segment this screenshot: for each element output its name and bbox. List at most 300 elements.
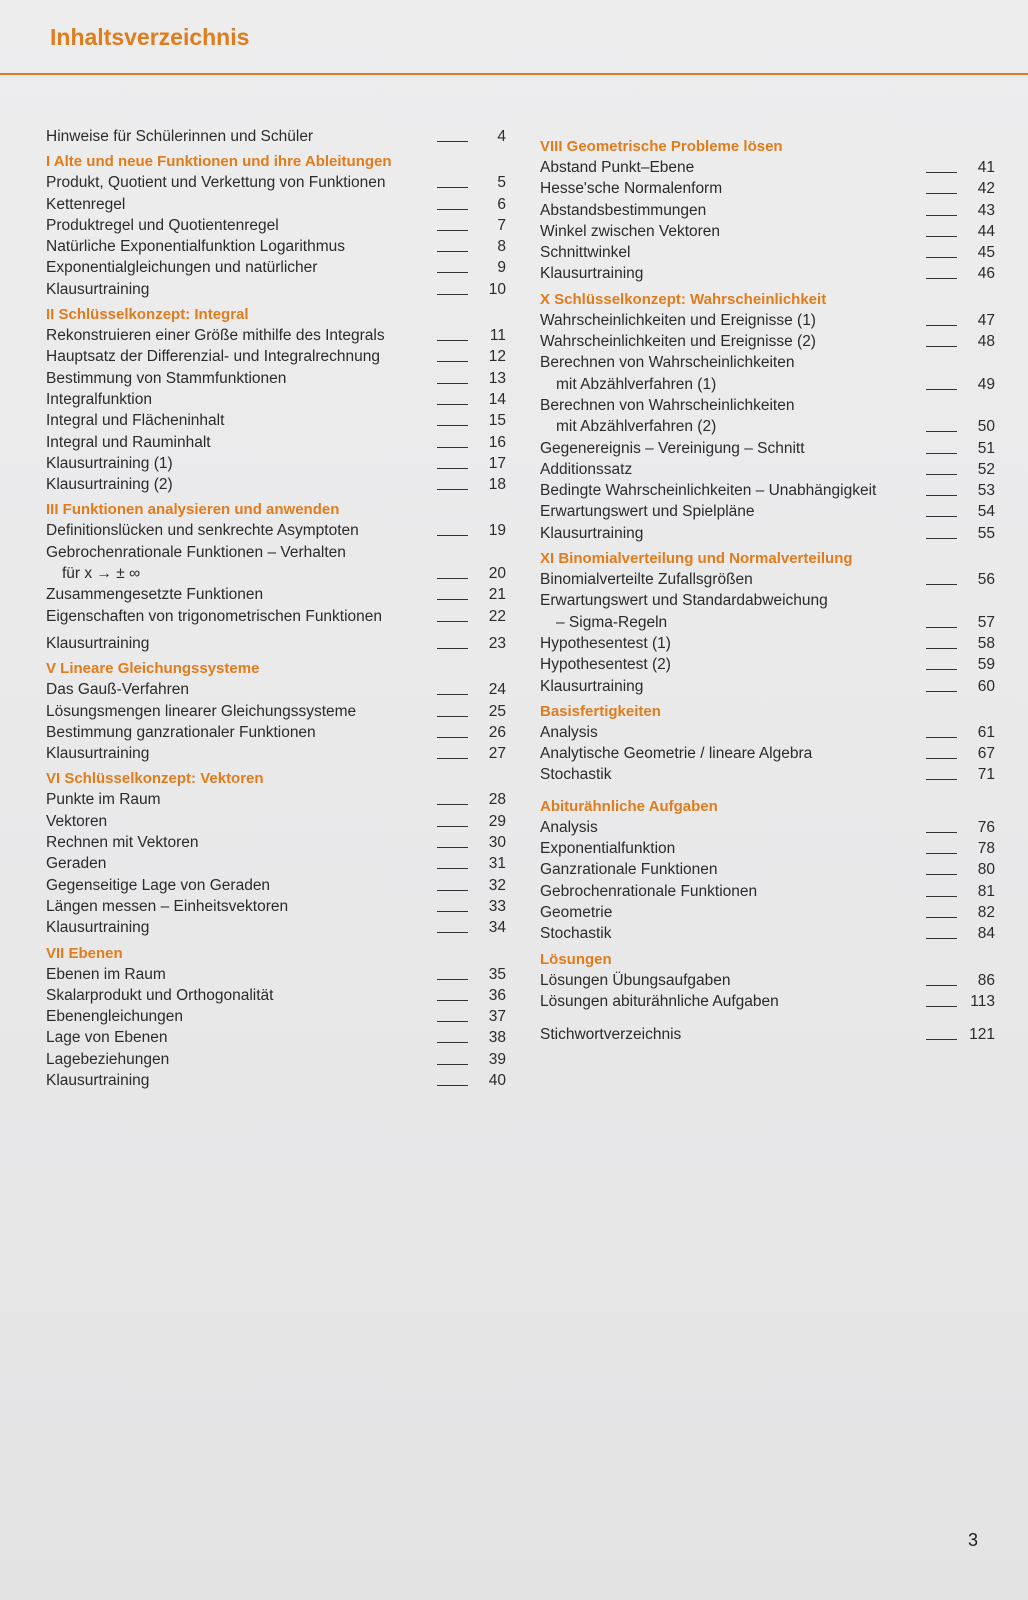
toc-entry[interactable] (540, 263, 995, 284)
leader-line (437, 535, 468, 536)
toc-entry-page: 45 (977, 244, 995, 262)
toc-entry-page: 57 (977, 613, 995, 631)
toc-entry-title: Binomialverteilte Zufallsgrößen (540, 571, 753, 589)
leader-line (926, 172, 957, 173)
leader-line (437, 1064, 468, 1065)
toc-entry-page: 8 (497, 238, 506, 256)
toc-entry[interactable] (46, 126, 506, 147)
toc-entry-page: 18 (488, 476, 506, 494)
toc-entry-title: Das Gauß-Verfahren (46, 681, 190, 699)
leader-line (437, 694, 468, 695)
toc-entry[interactable] (540, 459, 995, 480)
toc-entry[interactable] (540, 310, 995, 331)
toc-entry-page: 25 (488, 702, 506, 720)
leader-line (926, 737, 957, 738)
leader-line (926, 832, 957, 833)
toc-entry-title: Abstand Punkt–Ebene (540, 159, 695, 176)
toc-entry[interactable] (46, 701, 506, 722)
toc-entry[interactable] (46, 520, 506, 541)
leader-line (926, 917, 957, 918)
leader-line (926, 389, 957, 390)
toc-entry-title: Gebrochenrationale Funktionen (540, 882, 758, 900)
toc-entry-page: 4 (497, 128, 506, 145)
toc-entry[interactable] (540, 569, 995, 590)
toc-entry[interactable] (46, 236, 506, 257)
toc-entry-title: Hinweise für Schülerinnen und Schüler (46, 128, 314, 145)
toc-entry-page: 121 (969, 1026, 995, 1044)
toc-entry[interactable] (540, 881, 995, 902)
toc-entry-page: 55 (977, 524, 995, 542)
toc-entry-title: Eigenschaften von trigonometrischen Funktionen (46, 607, 383, 625)
toc-entry-page: 23 (488, 634, 506, 652)
toc-entry-page: 36 (488, 986, 506, 1004)
section-heading: III Funktionen analysieren und anwenden (46, 501, 340, 519)
toc-entry-title: Ebenengleichungen (46, 1008, 184, 1026)
toc-entry[interactable] (46, 474, 506, 495)
toc-entry-page: 13 (488, 369, 506, 387)
toc-entry-page: 37 (488, 1008, 506, 1026)
toc-entry[interactable] (46, 279, 506, 300)
toc-entry-title: mit Abzählverfahren (1) (556, 375, 717, 393)
section-heading: II Schlüsselkonzept: Integral (46, 306, 249, 324)
toc-entry-title: Geraden (46, 855, 107, 873)
toc-entry-title: Lösungsmengen linearer Gleichungssysteme (46, 702, 357, 720)
toc-entry-title: Analytische Geometrie / lineare Algebra (540, 745, 813, 763)
toc-entry[interactable] (540, 676, 995, 697)
toc-entry[interactable] (540, 523, 995, 544)
toc-entry-title: Winkel zwischen Vektoren (540, 222, 721, 240)
toc-entry-title: Hesse'sche Normalenform (540, 180, 723, 198)
toc-entry-title: Definitionslücken und senkrechte Asymptoten (46, 522, 359, 540)
leader-line (437, 932, 468, 933)
toc-entry[interactable] (46, 432, 506, 453)
leader-line (437, 979, 468, 980)
toc-entry[interactable] (46, 172, 506, 193)
toc-entry[interactable] (46, 917, 506, 938)
toc-entry[interactable] (46, 542, 506, 563)
leader-line (926, 938, 957, 939)
toc-entry[interactable] (540, 1024, 995, 1045)
toc-entry-title: Klausurtraining (46, 919, 150, 937)
toc-entry-page: 29 (488, 812, 506, 830)
toc-entry-page: 71 (977, 766, 995, 784)
toc-entry-page: 27 (488, 745, 506, 763)
toc-entry[interactable] (46, 679, 506, 700)
toc-entry-page: 20 (488, 565, 506, 583)
toc-entry-page: 78 (977, 840, 995, 858)
toc-entry[interactable] (46, 964, 506, 985)
toc-entry-page: 41 (977, 159, 995, 176)
toc-entry[interactable] (540, 633, 995, 654)
leader-line (926, 495, 957, 496)
toc-entry-page: 49 (977, 375, 995, 393)
toc-entry-title: Klausurtraining (540, 265, 644, 283)
toc-entry[interactable] (540, 416, 995, 437)
toc-entry[interactable] (540, 902, 995, 923)
section-heading: I Alte und neue Funktionen und ihre Ableitungen (46, 153, 392, 171)
leader-line (926, 538, 957, 539)
toc-entry-title: Längen messen – Einheitsvektoren (46, 897, 289, 915)
leader-line (437, 209, 468, 210)
toc-entry[interactable] (540, 590, 995, 611)
toc-entry[interactable] (46, 410, 506, 431)
toc-entry-title: Hypothesentest (2) (540, 656, 671, 674)
toc-entry-page: 80 (977, 861, 995, 879)
toc-entry-page: 86 (977, 971, 995, 989)
leader-line (437, 890, 468, 891)
toc-entry-title: Exponentialgleichungen und natürlicher (46, 259, 318, 277)
leader-line (437, 294, 468, 295)
toc-entry-title: Vektoren (46, 812, 108, 830)
toc-entry-title: Additionssatz (540, 460, 633, 478)
toc-entry[interactable] (46, 985, 506, 1006)
toc-entry-title: Klausurtraining (46, 634, 150, 652)
toc-entry-title: Klausurtraining (540, 524, 644, 542)
toc-entry-title: Erwartungswert und Spielpläne (540, 503, 755, 521)
toc-entry-title: Lagebeziehungen (46, 1050, 170, 1068)
toc-entry-page: 21 (488, 586, 506, 604)
toc-entry-title: Integral und Flächeninhalt (46, 412, 225, 430)
toc-entry-page: 22 (488, 607, 506, 625)
toc-entry-page: 33 (488, 897, 506, 915)
toc-entry[interactable] (540, 374, 995, 395)
toc-entry[interactable] (540, 970, 995, 991)
toc-entry-title: Bestimmung ganzrationaler Funktionen (46, 723, 316, 741)
toc-entry-title: Berechnen von Wahrscheinlichkeiten (540, 396, 795, 414)
toc-entry[interactable] (540, 838, 995, 859)
leader-line (437, 141, 468, 142)
toc-entry-page: 19 (488, 522, 506, 540)
leader-line (437, 383, 468, 384)
toc-entry-title: Lösungen abiturähnliche Aufgaben (540, 992, 779, 1010)
toc-entry-title: Ebenen im Raum (46, 965, 166, 983)
toc-entry-title: – Sigma-Regeln (556, 613, 668, 631)
leader-line (437, 1042, 468, 1043)
leader-line (926, 325, 957, 326)
toc-entry-page: 81 (977, 882, 995, 900)
toc-entry-page: 7 (497, 216, 506, 234)
toc-entry-title: Bedingte Wahrscheinlichkeiten – Unabhängigkeit (540, 482, 877, 500)
leader-line (926, 584, 957, 585)
toc-entry-title: Hypothesentest (1) (540, 634, 671, 652)
leader-line (437, 272, 468, 273)
toc-entry[interactable] (46, 896, 506, 917)
toc-entry-title: Wahrscheinlichkeiten und Ereignisse (1) (540, 311, 816, 329)
toc-entry-title: Klausurtraining (1) (46, 454, 173, 472)
toc-entry-title: Erwartungswert und Standardabweichung (540, 592, 828, 610)
leader-line (437, 404, 468, 405)
toc-entry-title: Wahrscheinlichkeiten und Ereignisse (2) (540, 333, 816, 351)
toc-entry[interactable] (46, 368, 506, 389)
toc-entry-page: 47 (977, 311, 995, 329)
toc-entry-title: Gegenseitige Lage von Geraden (46, 876, 271, 894)
toc-entry-page: 48 (977, 333, 995, 351)
page-title: Inhaltsverzeichnis (50, 24, 250, 50)
toc-entry-page: 52 (977, 460, 995, 478)
toc-entry[interactable] (540, 352, 995, 373)
toc-entry[interactable] (540, 722, 995, 743)
toc-entry-title: Berechnen von Wahrscheinlichkeiten (540, 354, 795, 372)
leader-line (926, 1039, 957, 1040)
toc-entry-title: Integral und Rauminhalt (46, 433, 211, 451)
leader-line (926, 431, 957, 432)
toc-entry[interactable] (46, 194, 506, 215)
toc-entry[interactable] (540, 200, 995, 221)
toc-entry-page: 67 (977, 745, 995, 763)
toc-entry-page: 113 (970, 992, 995, 1010)
toc-column-right (540, 132, 995, 1045)
section-heading: Abiturähnliche Aufgaben (540, 797, 718, 815)
toc-entry-page: 60 (977, 677, 995, 695)
toc-entry-page: 51 (977, 439, 995, 457)
leader-line (437, 621, 468, 622)
toc-entry[interactable] (46, 853, 506, 874)
toc-entry-page: 34 (488, 919, 506, 937)
toc-entry-page: 58 (977, 634, 995, 652)
section-heading: Lösungen (540, 950, 612, 968)
toc-entry[interactable] (46, 633, 506, 654)
toc-entry[interactable] (540, 743, 995, 764)
toc-entry-title: Klausurtraining (46, 745, 150, 763)
toc-entry-title: Natürliche Exponentialfunktion Logarithmus (46, 238, 345, 256)
toc-entry-title: für x → ± ∞ (62, 565, 141, 583)
toc-entry[interactable] (46, 453, 506, 474)
toc-entry-title: Klausurtraining (46, 1071, 150, 1089)
toc-entry-page: 50 (977, 418, 995, 436)
section-heading: X Schlüsselkonzept: Wahrscheinlichkeit (540, 290, 827, 308)
leader-line (437, 1000, 468, 1001)
toc-entry-page: 61 (977, 723, 995, 741)
leader-line (926, 648, 957, 649)
toc-entry-title: Hauptsatz der Differenzial- und Integralrechnung (46, 348, 381, 366)
toc-entry-page: 54 (977, 503, 995, 521)
leader-line (926, 874, 957, 875)
toc-entry-page: 56 (977, 571, 995, 589)
toc-entry-title: Gebrochenrationale Funktionen – Verhalten (46, 543, 346, 561)
toc-entry[interactable] (540, 654, 995, 675)
toc-entry-title: Stochastik (540, 925, 612, 943)
toc-entry[interactable] (46, 743, 506, 764)
leader-line (437, 340, 468, 341)
toc-entry-title: Exponentialfunktion (540, 840, 676, 858)
toc-entry[interactable] (540, 923, 995, 944)
toc-entry-title: Stochastik (540, 766, 612, 784)
toc-entry-title: Produktregel und Quotientenregel (46, 216, 279, 234)
leader-line (437, 468, 468, 469)
toc-entry[interactable] (540, 859, 995, 880)
toc-entry-page: 44 (977, 222, 995, 240)
leader-line (926, 257, 957, 258)
leader-line (926, 453, 957, 454)
leader-line (437, 826, 468, 827)
leader-line (437, 737, 468, 738)
toc-entry-page: 26 (488, 723, 506, 741)
leader-line (926, 516, 957, 517)
toc-entry[interactable] (46, 722, 506, 743)
toc-entry-title: Lage von Ebenen (46, 1029, 168, 1047)
leader-line (926, 779, 957, 780)
toc-entry-page: 82 (977, 903, 995, 921)
leader-line (926, 853, 957, 854)
leader-line (437, 804, 468, 805)
toc-entry[interactable] (540, 178, 995, 199)
spacer (540, 786, 995, 792)
toc-entry[interactable] (46, 1070, 506, 1091)
leader-line (437, 648, 468, 649)
toc-entry-title: Schnittwinkel (540, 244, 631, 262)
toc-entry[interactable] (46, 811, 506, 832)
toc-entry-page: 42 (977, 180, 995, 198)
toc-entry-title: Klausurtraining (2) (46, 476, 173, 494)
toc-entry-page: 43 (977, 201, 995, 219)
toc-entry-title: Klausurtraining (46, 280, 150, 298)
toc-entry-title: Rechnen mit Vektoren (46, 834, 199, 852)
toc-entry[interactable] (540, 612, 995, 633)
toc-entry-page: 14 (488, 390, 506, 408)
toc-entry-title: Geometrie (540, 903, 613, 921)
leader-line (926, 669, 957, 670)
leader-line (926, 193, 957, 194)
toc-entry[interactable] (46, 1006, 506, 1027)
toc-entry[interactable] (540, 221, 995, 242)
toc-entry-title: Punkte im Raum (46, 791, 161, 809)
toc-entry-page: 9 (497, 259, 506, 277)
toc-entry[interactable] (46, 606, 506, 627)
toc-entry[interactable] (540, 438, 995, 459)
leader-line (926, 474, 957, 475)
section-heading: XI Binomialverteilung und Normalverteilung (540, 550, 853, 568)
leader-line (926, 627, 957, 628)
toc-entry-title: Zusammengesetzte Funktionen (46, 586, 264, 604)
toc-entry[interactable] (46, 325, 506, 346)
toc-entry-title: Skalarprodukt und Orthogonalität (46, 986, 274, 1004)
toc-entry-page: 32 (488, 876, 506, 894)
toc-entry[interactable] (46, 832, 506, 853)
toc-entry-page: 24 (488, 681, 506, 699)
leader-line (437, 230, 468, 231)
toc-entry-page: 39 (488, 1050, 506, 1068)
page-number: 3 (967, 1530, 978, 1550)
toc-entry-page: 17 (488, 454, 506, 472)
toc-entry[interactable] (540, 157, 995, 178)
header-rule (0, 73, 1028, 75)
toc-entry-title: Integralfunktion (46, 390, 152, 408)
toc-entry[interactable] (540, 395, 995, 416)
leader-line (926, 215, 957, 216)
toc-entry-page: 53 (977, 482, 995, 500)
toc-entry[interactable] (46, 346, 506, 367)
leader-line (437, 716, 468, 717)
toc-entry-page: 40 (488, 1071, 506, 1089)
toc-entry-title: Ganzrationale Funktionen (540, 861, 718, 879)
toc-entry[interactable] (540, 764, 995, 785)
toc-entry[interactable] (540, 331, 995, 352)
leader-line (926, 691, 957, 692)
leader-line (437, 911, 468, 912)
leader-line (926, 758, 957, 759)
leader-line (437, 251, 468, 252)
toc-entry-page: 31 (488, 855, 506, 873)
leader-line (437, 361, 468, 362)
leader-line (926, 236, 957, 237)
toc-entry[interactable] (46, 789, 506, 810)
section-heading: V Lineare Gleichungssysteme (46, 660, 260, 678)
toc-entry[interactable] (46, 389, 506, 410)
toc-entry[interactable] (46, 215, 506, 236)
toc-column-left (46, 126, 506, 1091)
toc-entry-title: mit Abzählverfahren (2) (556, 418, 717, 436)
toc-entry[interactable] (46, 1027, 506, 1048)
toc-entry-title: Klausurtraining (540, 677, 644, 695)
toc-entry[interactable] (46, 563, 506, 584)
leader-line (437, 578, 468, 579)
toc-entry-page: 35 (488, 965, 506, 983)
toc-entry-title: Stichwortverzeichnis (540, 1026, 682, 1044)
leader-line (437, 758, 468, 759)
toc-entry-title: Rekonstruieren einer Größe mithilfe des Integrals (46, 327, 385, 345)
toc-entry-page: 84 (977, 925, 995, 943)
toc-entry-title: Kettenregel (46, 195, 126, 213)
toc-entry[interactable] (540, 501, 995, 522)
toc-entry[interactable] (46, 257, 506, 278)
section-heading: VIII Geometrische Probleme lösen (540, 138, 783, 155)
toc-entry-page: 12 (488, 348, 506, 366)
leader-line (437, 599, 468, 600)
toc-entry-page: 16 (488, 433, 506, 451)
toc-entry-title: Lösungen Übungsaufgaben (540, 971, 731, 989)
toc-entry[interactable] (46, 584, 506, 605)
leader-line (437, 447, 468, 448)
toc-entry-title: Abstandsbestimmungen (540, 201, 707, 219)
toc-entry-page: 46 (977, 265, 995, 283)
toc-entry-title: Gegenereignis – Vereinigung – Schnitt (540, 439, 805, 457)
toc-entry-page: 76 (977, 818, 995, 836)
toc-entry[interactable] (540, 991, 995, 1012)
toc-entry-page: 11 (489, 327, 506, 345)
toc-entry-page: 6 (497, 195, 506, 213)
leader-line (437, 187, 468, 188)
toc-entry-page: 5 (497, 174, 506, 192)
leader-line (926, 278, 957, 279)
leader-line (437, 868, 468, 869)
leader-line (437, 425, 468, 426)
leader-line (926, 896, 957, 897)
toc-entry-title: Analysis (540, 818, 598, 836)
toc-entry[interactable] (46, 875, 506, 896)
section-heading: Basisfertigkeiten (540, 702, 661, 720)
toc-entry[interactable] (540, 480, 995, 501)
toc-entry-title: Bestimmung von Stammfunktionen (46, 369, 287, 387)
toc-entry[interactable] (46, 1049, 506, 1070)
leader-line (926, 985, 957, 986)
toc-entry-page: 28 (488, 791, 506, 809)
toc-entry[interactable] (540, 242, 995, 263)
toc-entry-title: Analysis (540, 723, 598, 741)
toc-entry-page: 59 (977, 656, 995, 674)
toc-entry-page: 10 (488, 280, 506, 298)
leader-line (437, 489, 468, 490)
toc-entry-page: 38 (488, 1029, 506, 1047)
section-heading: VI Schlüsselkonzept: Vektoren (46, 770, 264, 788)
leader-line (437, 847, 468, 848)
toc-entry-page: 30 (488, 834, 506, 852)
leader-line (437, 1085, 468, 1086)
leader-line (926, 1006, 957, 1007)
section-heading: VII Ebenen (46, 944, 123, 962)
toc-entry-title: Produkt, Quotient und Verkettung von Funktionen (46, 174, 386, 192)
toc-entry[interactable] (540, 817, 995, 838)
toc-entry-page: 15 (488, 412, 506, 430)
